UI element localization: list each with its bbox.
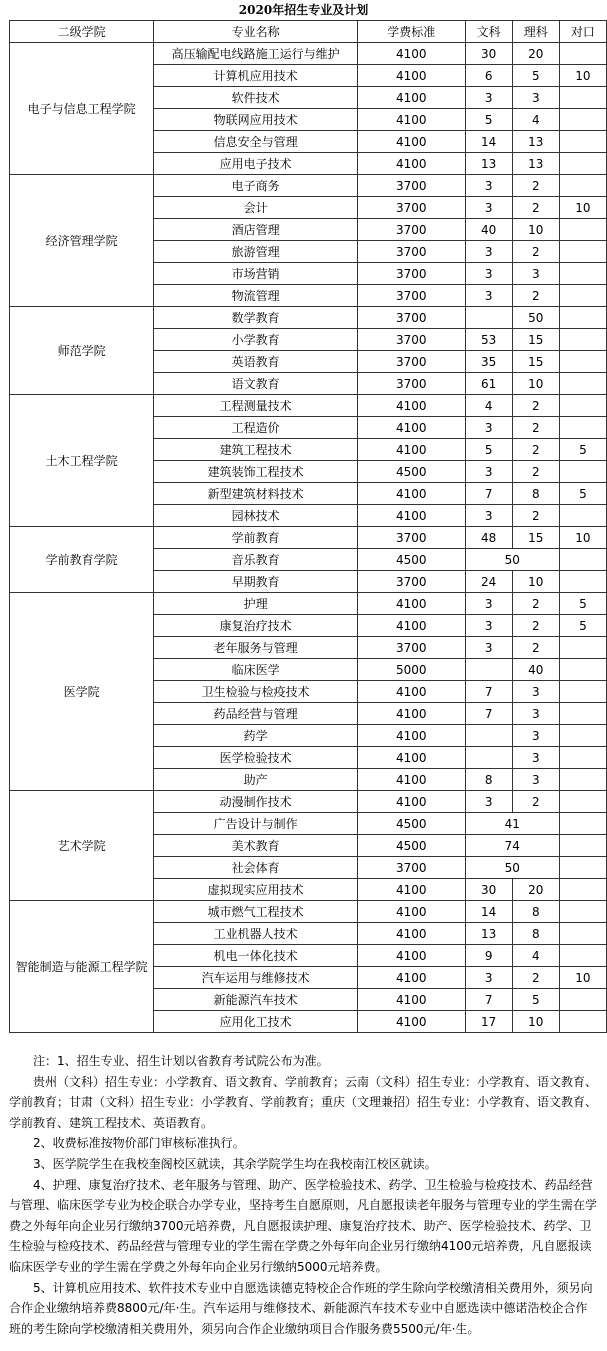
tuition-cell: 3700 (357, 241, 465, 263)
arts-quota-cell: 48 (465, 527, 512, 549)
arts-quota-cell: 5 (465, 109, 512, 131)
arts-quota-cell: 9 (465, 945, 512, 967)
table-row (10, 593, 607, 615)
tuition-cell: 3700 (357, 175, 465, 197)
tuition-cell: 4100 (357, 483, 465, 505)
tuition-cell: 3700 (357, 857, 465, 879)
arts-quota-cell: 7 (465, 989, 512, 1011)
header-science: 理科 (512, 21, 559, 43)
tuition-cell: 3700 (357, 307, 465, 329)
vocational-quota-cell: 10 (559, 527, 606, 549)
science-quota-cell: 15 (512, 351, 559, 373)
arts-quota-cell: 3 (465, 637, 512, 659)
header-major: 专业名称 (154, 21, 358, 43)
vocational-quota-cell (559, 461, 606, 483)
arts-quota-cell: 7 (465, 681, 512, 703)
vocational-quota-cell (559, 659, 606, 681)
science-quota-cell: 40 (512, 659, 559, 681)
major-name-cell: 园林技术 (154, 505, 358, 527)
science-quota-cell: 4 (512, 945, 559, 967)
tuition-cell: 4100 (357, 791, 465, 813)
tuition-cell: 4100 (357, 945, 465, 967)
tuition-cell: 3700 (357, 351, 465, 373)
major-name-cell: 英语教育 (154, 351, 358, 373)
major-name-cell: 药品经营与管理 (154, 703, 358, 725)
tuition-cell: 3700 (357, 285, 465, 307)
major-name-cell: 卫生检验与检疫技术 (154, 681, 358, 703)
merged-quota-cell: 50 (465, 549, 559, 571)
tuition-cell: 4100 (357, 109, 465, 131)
science-quota-cell: 3 (512, 87, 559, 109)
college-name-cell: 土木工程学院 (10, 395, 154, 527)
arts-quota-cell: 13 (465, 153, 512, 175)
major-name-cell: 软件技术 (154, 87, 358, 109)
tuition-cell: 4100 (357, 615, 465, 637)
arts-quota-cell: 35 (465, 351, 512, 373)
vocational-quota-cell (559, 329, 606, 351)
vocational-quota-cell (559, 879, 606, 901)
vocational-quota-cell: 10 (559, 65, 606, 87)
tuition-cell: 4100 (357, 593, 465, 615)
arts-quota-cell (465, 747, 512, 769)
science-quota-cell: 8 (512, 483, 559, 505)
science-quota-cell: 2 (512, 791, 559, 813)
arts-quota-cell: 61 (465, 373, 512, 395)
arts-quota-cell: 3 (465, 241, 512, 263)
tuition-cell: 3700 (357, 219, 465, 241)
science-quota-cell: 15 (512, 329, 559, 351)
arts-quota-cell (465, 659, 512, 681)
vocational-quota-cell (559, 571, 606, 593)
major-name-cell: 物流管理 (154, 285, 358, 307)
major-name-cell: 汽车运用与维修技术 (154, 967, 358, 989)
vocational-quota-cell (559, 219, 606, 241)
major-name-cell: 物联网应用技术 (154, 109, 358, 131)
table-row (10, 395, 607, 417)
vocational-quota-cell (559, 945, 606, 967)
science-quota-cell: 2 (512, 967, 559, 989)
science-quota-cell: 20 (512, 879, 559, 901)
science-quota-cell: 3 (512, 681, 559, 703)
tuition-cell: 4100 (357, 923, 465, 945)
tuition-cell: 4100 (357, 417, 465, 439)
note-2: 2、收费标准按物价部门审核标准执行。 (33, 1136, 245, 1151)
arts-quota-cell: 30 (465, 43, 512, 65)
note-5: 5、计算机应用技术、软件技术专业中自愿选读德克特校企合作班的学生除向学校缴清相关费用外，须另向合作企业缴纳培养费8800元/年·生。汽车运用与维修技术、新能源汽车技术专业中自愿选读中德诺浩校企合作班的考生除向学校缴清相关费用外，须另向合作企业缴纳项目合作服务费5500元/年·生。 (9, 1280, 593, 1336)
science-quota-cell: 2 (512, 637, 559, 659)
major-name-cell: 社会体育 (154, 857, 358, 879)
major-name-cell: 酒店管理 (154, 219, 358, 241)
vocational-quota-cell (559, 681, 606, 703)
vocational-quota-cell (559, 1011, 606, 1033)
tuition-cell: 4100 (357, 967, 465, 989)
vocational-quota-cell (559, 373, 606, 395)
science-quota-cell: 10 (512, 373, 559, 395)
arts-quota-cell: 13 (465, 923, 512, 945)
vocational-quota-cell (559, 417, 606, 439)
college-name-cell: 艺术学院 (10, 791, 154, 901)
science-quota-cell: 8 (512, 923, 559, 945)
major-name-cell: 机电一体化技术 (154, 945, 358, 967)
header-tuition: 学费标准 (357, 21, 465, 43)
tuition-cell: 4100 (357, 879, 465, 901)
arts-quota-cell: 30 (465, 879, 512, 901)
science-quota-cell: 2 (512, 417, 559, 439)
vocational-quota-cell (559, 901, 606, 923)
science-quota-cell: 2 (512, 615, 559, 637)
table-row (10, 307, 607, 329)
vocational-quota-cell (559, 703, 606, 725)
note-3: 3、医学院学生在我校奎阁校区就读，其余学院学生均在我校南江校区就读。 (33, 1156, 437, 1171)
college-name-cell: 学前教育学院 (10, 527, 154, 593)
science-quota-cell: 10 (512, 571, 559, 593)
science-quota-cell: 2 (512, 197, 559, 219)
tuition-cell: 3700 (357, 373, 465, 395)
note-provinces: 贵州（文科）招生专业：小学教育、语文教育、学前教育；云南（文科）招生专业：小学教育、语文教育、学前教育；甘肃（文科）招生专业：小学教育、学前教育；重庆（文理兼招）招生专业：小学教育、语文教育、学前教育、建筑工程技术、英语教育。 (9, 1074, 598, 1130)
science-quota-cell: 2 (512, 241, 559, 263)
major-name-cell: 老年服务与管理 (154, 637, 358, 659)
merged-quota-cell: 74 (465, 835, 559, 857)
arts-quota-cell: 3 (465, 593, 512, 615)
science-quota-cell: 20 (512, 43, 559, 65)
vocational-quota-cell (559, 747, 606, 769)
arts-quota-cell: 14 (465, 131, 512, 153)
tuition-cell: 3700 (357, 197, 465, 219)
college-name-cell: 师范学院 (10, 307, 154, 395)
vocational-quota-cell (559, 285, 606, 307)
vocational-quota-cell (559, 109, 606, 131)
table-row (10, 791, 607, 813)
major-name-cell: 电子商务 (154, 175, 358, 197)
arts-quota-cell (465, 307, 512, 329)
science-quota-cell: 50 (512, 307, 559, 329)
major-name-cell: 音乐教育 (154, 549, 358, 571)
vocational-quota-cell (559, 923, 606, 945)
science-quota-cell: 8 (512, 901, 559, 923)
arts-quota-cell: 3 (465, 285, 512, 307)
major-name-cell: 新能源汽车技术 (154, 989, 358, 1011)
tuition-cell: 5000 (357, 659, 465, 681)
tuition-cell: 4100 (357, 43, 465, 65)
vocational-quota-cell: 10 (559, 197, 606, 219)
note-1: 注：1、招生专业、招生计划以省教育考试院公布为准。 (33, 1054, 329, 1068)
arts-quota-cell: 53 (465, 329, 512, 351)
science-quota-cell: 3 (512, 703, 559, 725)
science-quota-cell: 3 (512, 725, 559, 747)
tuition-cell: 4100 (357, 747, 465, 769)
vocational-quota-cell (559, 153, 606, 175)
science-quota-cell: 2 (512, 505, 559, 527)
vocational-quota-cell (559, 395, 606, 417)
major-name-cell: 会计 (154, 197, 358, 219)
arts-quota-cell: 6 (465, 65, 512, 87)
vocational-quota-cell (559, 43, 606, 65)
major-name-cell: 早期教育 (154, 571, 358, 593)
arts-quota-cell: 3 (465, 461, 512, 483)
vocational-quota-cell (559, 769, 606, 791)
arts-quota-cell: 3 (465, 87, 512, 109)
major-name-cell: 学前教育 (154, 527, 358, 549)
vocational-quota-cell (559, 791, 606, 813)
college-name-cell: 电子与信息工程学院 (10, 43, 154, 175)
table-body (10, 43, 607, 1033)
tuition-cell: 4500 (357, 813, 465, 835)
college-name-cell: 经济管理学院 (10, 175, 154, 307)
major-name-cell: 旅游管理 (154, 241, 358, 263)
vocational-quota-cell (559, 637, 606, 659)
science-quota-cell: 2 (512, 395, 559, 417)
header-arts: 文科 (465, 21, 512, 43)
science-quota-cell: 2 (512, 593, 559, 615)
science-quota-cell: 3 (512, 769, 559, 791)
major-name-cell: 工业机器人技术 (154, 923, 358, 945)
vocational-quota-cell (559, 87, 606, 109)
major-name-cell: 建筑工程技术 (154, 439, 358, 461)
vocational-quota-cell: 5 (559, 615, 606, 637)
major-name-cell: 市场营销 (154, 263, 358, 285)
science-quota-cell: 5 (512, 65, 559, 87)
college-name-cell: 医学院 (10, 593, 154, 791)
vocational-quota-cell (559, 505, 606, 527)
tuition-cell: 3700 (357, 637, 465, 659)
major-name-cell: 美术教育 (154, 835, 358, 857)
tuition-cell: 4100 (357, 395, 465, 417)
tuition-cell: 4500 (357, 835, 465, 857)
science-quota-cell: 10 (512, 1011, 559, 1033)
arts-quota-cell: 3 (465, 417, 512, 439)
science-quota-cell: 2 (512, 439, 559, 461)
tuition-cell: 3700 (357, 329, 465, 351)
arts-quota-cell (465, 725, 512, 747)
major-name-cell: 护理 (154, 593, 358, 615)
merged-quota-cell: 41 (465, 813, 559, 835)
arts-quota-cell: 3 (465, 791, 512, 813)
merged-quota-cell: 50 (465, 857, 559, 879)
major-name-cell: 临床医学 (154, 659, 358, 681)
major-name-cell: 语文教育 (154, 373, 358, 395)
tuition-cell: 4100 (357, 703, 465, 725)
tuition-cell: 4100 (357, 1011, 465, 1033)
arts-quota-cell: 40 (465, 219, 512, 241)
arts-quota-cell: 3 (465, 197, 512, 219)
major-name-cell: 广告设计与制作 (154, 813, 358, 835)
science-quota-cell: 3 (512, 263, 559, 285)
vocational-quota-cell (559, 857, 606, 879)
arts-quota-cell: 17 (465, 1011, 512, 1033)
arts-quota-cell: 3 (465, 505, 512, 527)
tuition-cell: 4100 (357, 681, 465, 703)
major-name-cell: 应用化工技术 (154, 1011, 358, 1033)
major-name-cell: 康复治疗技术 (154, 615, 358, 637)
notes-section (9, 1051, 597, 1339)
tuition-cell: 3700 (357, 263, 465, 285)
vocational-quota-cell (559, 241, 606, 263)
vocational-quota-cell (559, 175, 606, 197)
tuition-cell: 4100 (357, 87, 465, 109)
arts-quota-cell: 7 (465, 703, 512, 725)
science-quota-cell: 13 (512, 131, 559, 153)
arts-quota-cell: 4 (465, 395, 512, 417)
tuition-cell: 4500 (357, 549, 465, 571)
arts-quota-cell: 8 (465, 769, 512, 791)
tuition-cell: 4100 (357, 153, 465, 175)
header-college: 二级学院 (10, 21, 154, 43)
major-name-cell: 信息安全与管理 (154, 131, 358, 153)
science-quota-cell: 2 (512, 461, 559, 483)
vocational-quota-cell (559, 307, 606, 329)
tuition-cell: 4100 (357, 505, 465, 527)
arts-quota-cell: 5 (465, 439, 512, 461)
table-row (10, 175, 607, 197)
tuition-cell: 4100 (357, 769, 465, 791)
major-name-cell: 工程测量技术 (154, 395, 358, 417)
major-name-cell: 建筑装饰工程技术 (154, 461, 358, 483)
vocational-quota-cell: 5 (559, 439, 606, 461)
major-name-cell: 医学检验技术 (154, 747, 358, 769)
major-name-cell: 计算机应用技术 (154, 65, 358, 87)
vocational-quota-cell (559, 989, 606, 1011)
science-quota-cell: 5 (512, 989, 559, 1011)
science-quota-cell: 2 (512, 285, 559, 307)
tuition-cell: 4100 (357, 65, 465, 87)
arts-quota-cell: 3 (465, 967, 512, 989)
table-header-row (10, 21, 607, 43)
arts-quota-cell: 14 (465, 901, 512, 923)
header-vocational: 对口 (559, 21, 606, 43)
science-quota-cell: 15 (512, 527, 559, 549)
tuition-cell: 4100 (357, 725, 465, 747)
arts-quota-cell: 7 (465, 483, 512, 505)
major-name-cell: 动漫制作技术 (154, 791, 358, 813)
arts-quota-cell: 3 (465, 615, 512, 637)
table-row (10, 527, 607, 549)
table-row (10, 43, 607, 65)
science-quota-cell: 13 (512, 153, 559, 175)
science-quota-cell: 3 (512, 747, 559, 769)
note-4: 4、护理、康复治疗技术、老年服务与管理、助产、医学检验技术、药学、卫生检验与检疫技术、药品经营与管理、临床医学专业为校企联合办学专业，坚持考生自愿原则，凡自愿报读老年服务与管理专业的学生需在学费之外每年向企业另行缴纳3700元培养费，凡自愿报读护理、康复治疗技术、助产、医学检验技术、药学、卫生检验与检疫技术、药品经营与管理专业的学生需在学费之外每年向企业另行缴纳4100元培养费，凡自愿报读临床医学专业的学生需在学费之外每年向企业另行缴纳5000元培养费。 (9, 1177, 598, 1274)
tuition-cell: 4100 (357, 131, 465, 153)
major-name-cell: 高压输配电线路施工运行与维护 (154, 43, 358, 65)
tuition-cell: 4500 (357, 461, 465, 483)
science-quota-cell: 4 (512, 109, 559, 131)
vocational-quota-cell: 5 (559, 483, 606, 505)
science-quota-cell: 2 (512, 175, 559, 197)
enrollment-plan-table (9, 20, 607, 1033)
vocational-quota-cell (559, 131, 606, 153)
major-name-cell: 虚拟现实应用技术 (154, 879, 358, 901)
arts-quota-cell: 24 (465, 571, 512, 593)
arts-quota-cell: 3 (465, 263, 512, 285)
major-name-cell: 城市燃气工程技术 (154, 901, 358, 923)
tuition-cell: 4100 (357, 989, 465, 1011)
tuition-cell: 3700 (357, 571, 465, 593)
tuition-cell: 3700 (357, 527, 465, 549)
science-quota-cell: 10 (512, 219, 559, 241)
major-name-cell: 数学教育 (154, 307, 358, 329)
vocational-quota-cell (559, 813, 606, 835)
major-name-cell: 药学 (154, 725, 358, 747)
major-name-cell: 小学教育 (154, 329, 358, 351)
tuition-cell: 4100 (357, 439, 465, 461)
vocational-quota-cell: 10 (559, 967, 606, 989)
major-name-cell: 新型建筑材料技术 (154, 483, 358, 505)
page-title: 2020年招生专业及计划 (238, 3, 369, 17)
major-name-cell: 工程造价 (154, 417, 358, 439)
major-name-cell: 应用电子技术 (154, 153, 358, 175)
arts-quota-cell: 3 (465, 175, 512, 197)
table-row (10, 901, 607, 923)
major-name-cell: 助产 (154, 769, 358, 791)
college-name-cell: 智能制造与能源工程学院 (10, 901, 154, 1033)
vocational-quota-cell: 5 (559, 593, 606, 615)
vocational-quota-cell (559, 549, 606, 571)
vocational-quota-cell (559, 263, 606, 285)
vocational-quota-cell (559, 351, 606, 373)
tuition-cell: 4100 (357, 901, 465, 923)
vocational-quota-cell (559, 835, 606, 857)
vocational-quota-cell (559, 725, 606, 747)
